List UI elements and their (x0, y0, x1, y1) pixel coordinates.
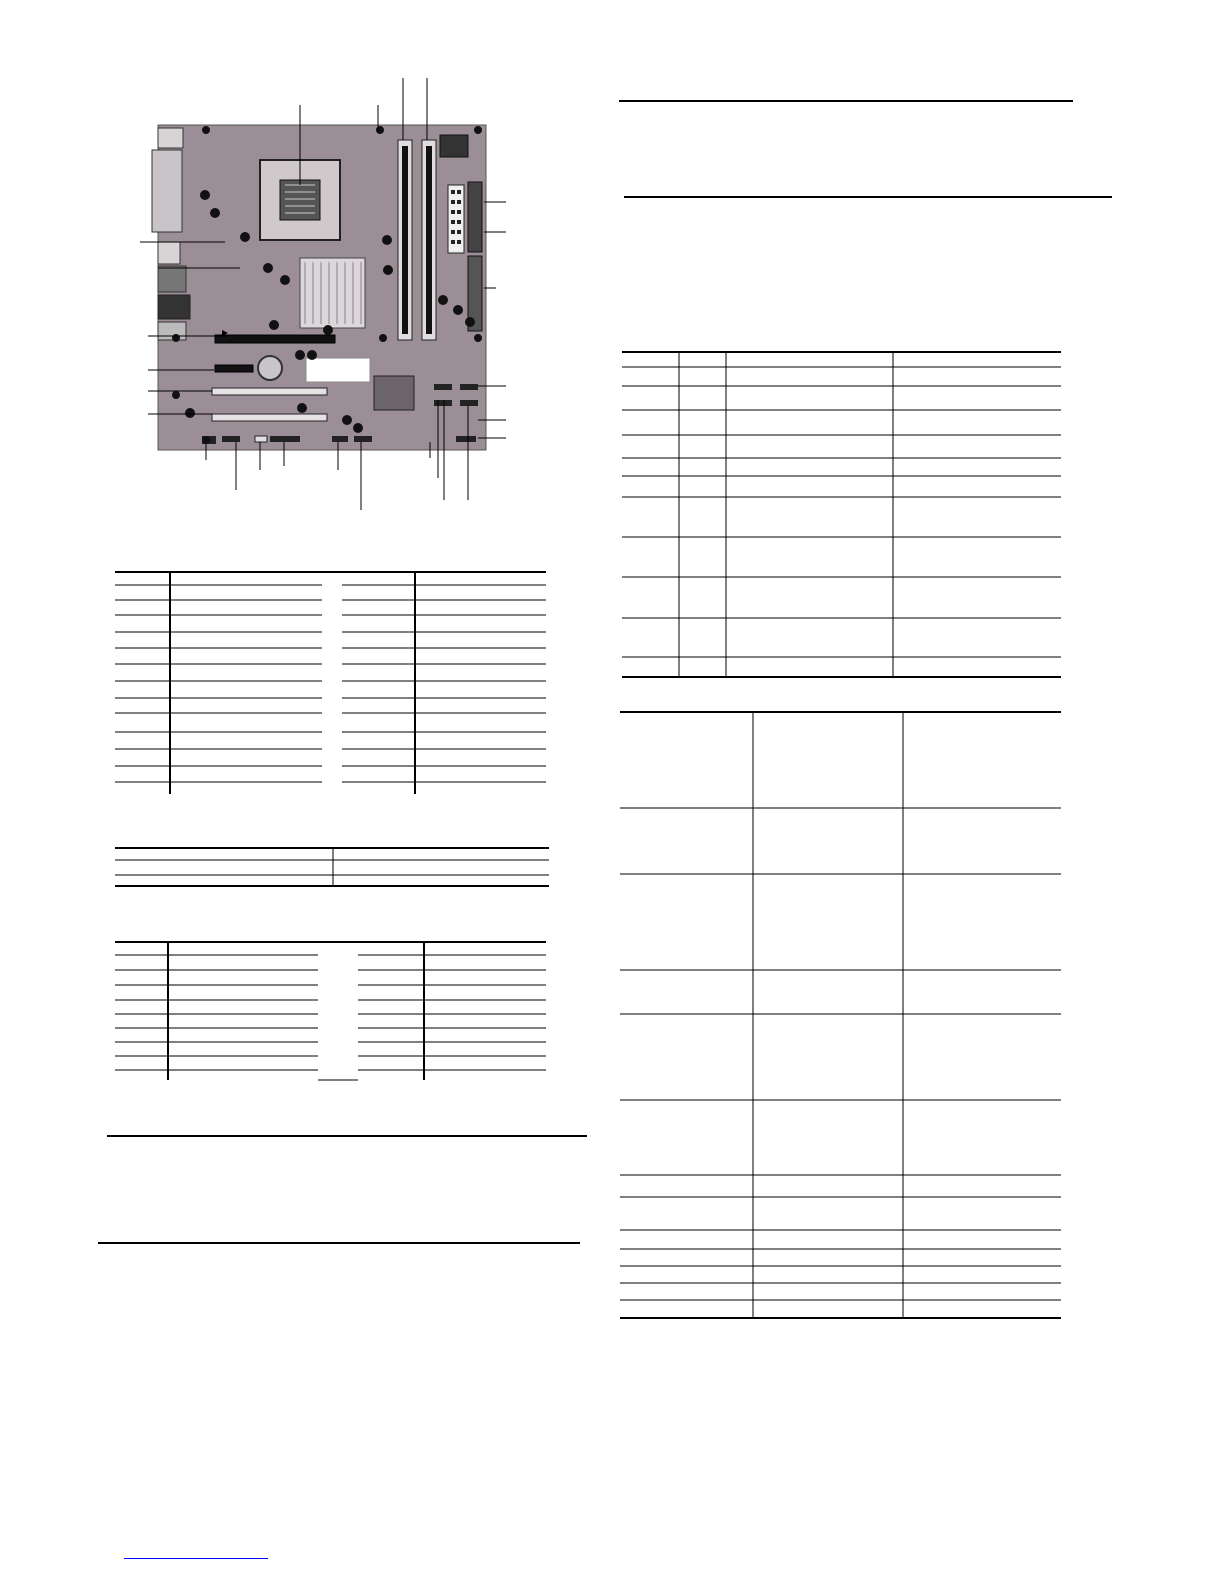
bios-chip (440, 135, 468, 157)
pcie-x16-slot (215, 335, 335, 343)
misc-port (158, 322, 186, 340)
right-section-rule-2 (624, 196, 1112, 198)
settings-table (612, 700, 1224, 1325)
header-d (270, 436, 300, 442)
footer-link[interactable] (124, 1550, 268, 1560)
header-e (332, 436, 348, 442)
ide-connector (468, 182, 482, 252)
left-section-rule-1 (107, 1135, 587, 1137)
usb-ports (158, 242, 180, 264)
jumper-table (612, 340, 1224, 685)
audio-ports (158, 266, 186, 292)
header-b (222, 436, 240, 442)
sata-connector-3 (434, 400, 452, 406)
component-table (0, 560, 612, 800)
sata-connector-1 (434, 384, 452, 390)
header-c (255, 436, 267, 442)
header-g (456, 436, 476, 442)
right-section-rule-1 (619, 100, 1073, 102)
system-board-figure (0, 0, 612, 530)
sata-connector-2 (460, 384, 478, 390)
lan-port (158, 295, 190, 319)
pci-slot-1 (212, 388, 327, 395)
dimm-slot-2-core (426, 146, 432, 334)
io-port-top (158, 128, 183, 148)
sata-connector-4 (460, 400, 478, 406)
power-connector (448, 185, 464, 253)
pci-slot-2 (212, 414, 327, 421)
parallel-port (152, 150, 182, 232)
two-column-table (0, 840, 612, 890)
system-board-drawing (0, 0, 612, 530)
processor-socket-inner (280, 180, 320, 220)
southbridge-chip (374, 376, 414, 410)
second-component-table (0, 930, 612, 1090)
footer-link-underline (124, 1558, 268, 1559)
northbridge-heatsink (300, 258, 365, 328)
pcie-x1-slot (215, 365, 253, 372)
header-f (354, 436, 372, 442)
label-sticker (306, 358, 370, 382)
dimm-slot-1-core (402, 146, 408, 334)
battery (258, 356, 282, 380)
left-section-rule-2 (98, 1242, 580, 1244)
